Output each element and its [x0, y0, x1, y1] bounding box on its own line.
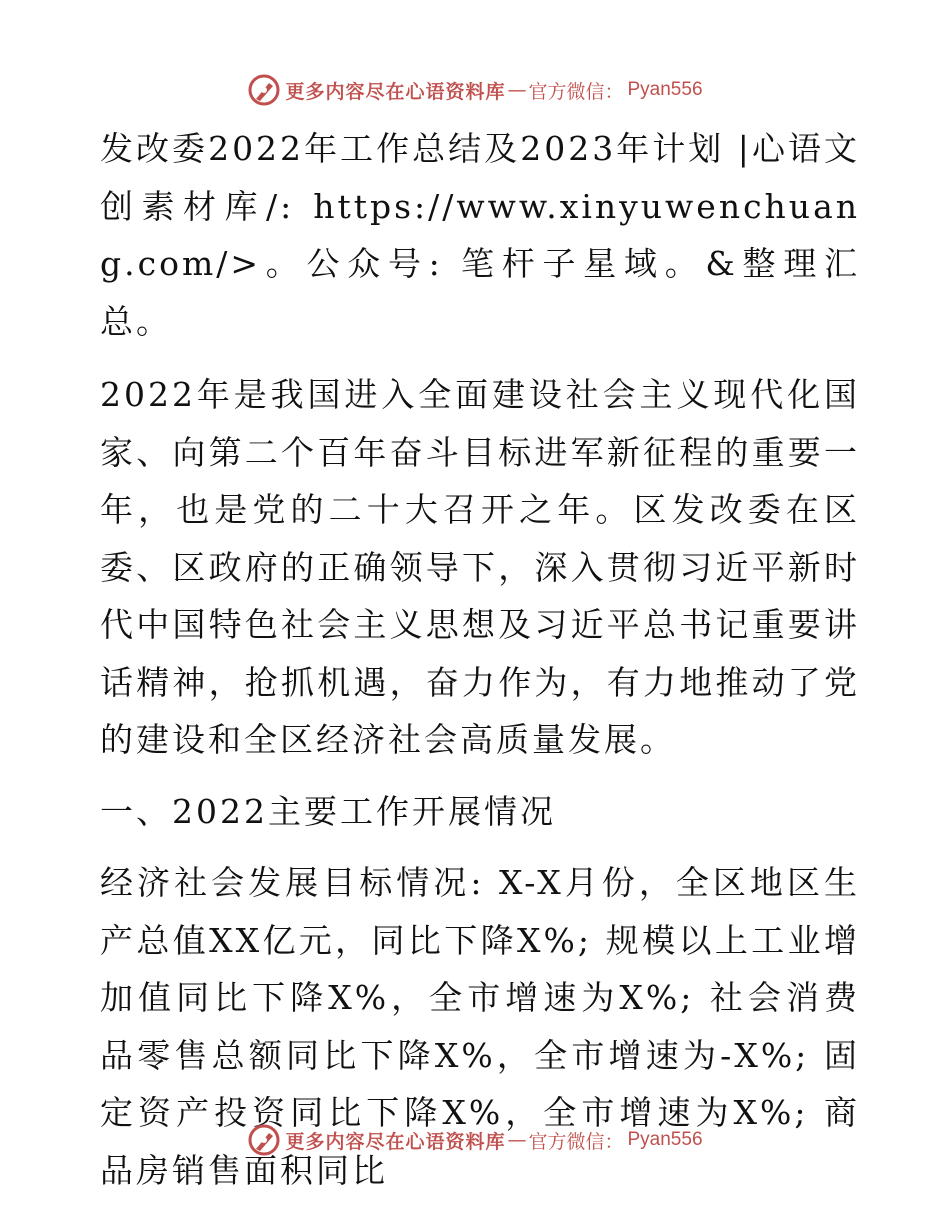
footer-watermark [0, 1120, 950, 1160]
watermark-dash: — [507, 1129, 527, 1151]
economic-targets-paragraph: 经济社会发展目标情况: X-X月份，全区地区生产总值XX亿元，同比下降X%; 规模以上工业增加值同比下降X%，全市增速为X%; 社会消费品零售总额同比下降X%，全市增速为-X%; 固定资产投资同比下降X%，全市增速为X%; 商品房销售面积同比 [100, 863, 860, 1190]
header-watermark [0, 70, 950, 110]
document-title-paragraph: 发改委2022年工作总结及2023年计划 |心语文创素材库/: https://www.xinyuwenchuang.com/>。公众号: 笔杆子星域。&整理汇总。 [100, 129, 860, 341]
watermark-wechat-label: 官方微信： [528, 1130, 624, 1153]
pen-circle-logo-icon [247, 1123, 281, 1157]
watermark-text: 更多内容尽在心语资料库 [285, 1130, 506, 1153]
pen-circle-logo-icon [247, 73, 281, 107]
watermark-dash: — [507, 79, 527, 101]
section-heading: 一、2022主要工作开展情况 [100, 791, 556, 831]
watermark-wechat-id: Pyan556 [627, 1129, 703, 1150]
watermark-wechat-id: Pyan556 [627, 79, 703, 100]
intro-paragraph: 2022年是我国进入全面建设社会主义现代化国家、向第二个百年奋斗目标进军新征程的重要一年，也是党的二十大召开之年。区发改委在区委、区政府的正确领导下，深入贯彻习近平新时代中国特色社会主义思想及习近平总书记重要讲话精神，抢抓机遇，奋力作为，有力地推动了党的建设和全区经济社会高质量发展。 [100, 375, 860, 759]
watermark-wechat-label: 官方微信： [528, 80, 624, 103]
watermark-text: 更多内容尽在心语资料库 [285, 80, 506, 103]
document-body [100, 120, 860, 1211]
